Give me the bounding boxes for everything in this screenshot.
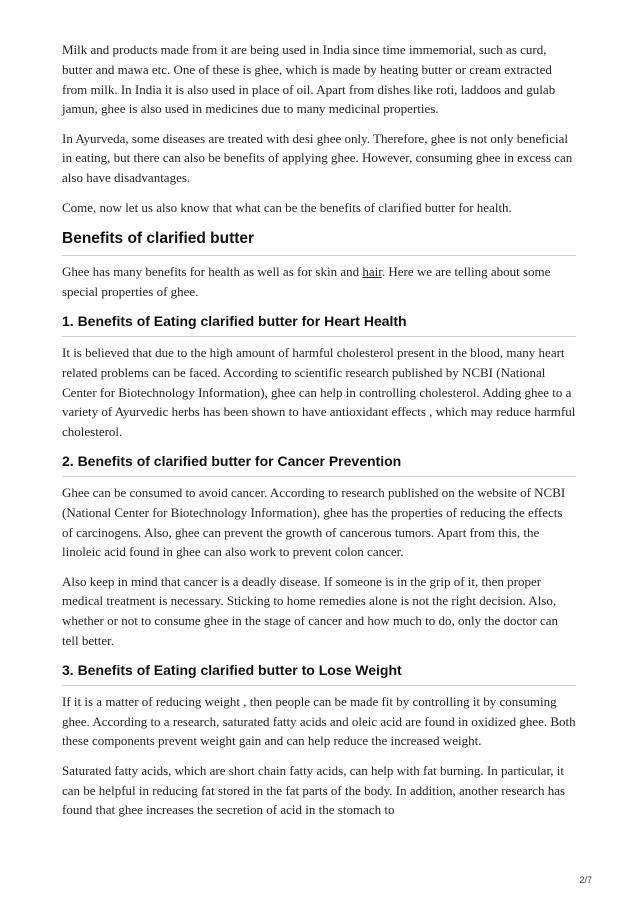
weight-heading: 3. Benefits of Eating clarified butter to Lose Weight bbox=[62, 661, 576, 686]
page-number: 2/7 bbox=[579, 875, 592, 885]
heart-heading: 1. Benefits of Eating clarified butter for Heart Health bbox=[62, 312, 576, 337]
cancer-paragraph-2: Also keep in mind that cancer is a deadly disease. If someone is in the grip of it, then proper medical treatment is necessary. Sticking to home remedies alone is not the right decision. Also, whether or not to consume ghee in the stage of cancer and how much to do, only the doctor can tell better. bbox=[62, 573, 559, 649]
hair-link[interactable]: hair bbox=[362, 264, 382, 280]
cancer-paragraph-1: Ghee can be consumed to avoid cancer. According to research published on the website of NCBI (National Center for Biotechnology Information), ghee has the properties of reducing the effects of carcinogens. Also, ghee can prevent the growth of cancerous tumors. Apart from this, the linoleic acid found in ghee can also work to prevent colon cancer. bbox=[62, 484, 566, 560]
benefits-heading: Benefits of clarified butter bbox=[62, 229, 576, 256]
intro-paragraph-2: In Ayurveda, some diseases are treated with desi ghee only. Therefore, ghee is not only beneficial in eating, but there can also be benefits of applying ghee. However, consuming ghee in excess can also have disadvantages. bbox=[62, 130, 573, 186]
cancer-heading: 2. Benefits of clarified butter for Cancer Prevention bbox=[62, 452, 576, 477]
intro-paragraph-3: Come, now let us also know that what can be the benefits of clarified butter for health. bbox=[62, 199, 512, 215]
benefits-paragraph bbox=[62, 262, 576, 302]
weight-paragraph-1: If it is a matter of reducing weight , then people can be made fit by controlling it by consuming ghee. According to a research, saturated fatty acids and oleic acid are found in oxidized ghee. Both these components prevent weight gain and can help reduce the increased weight. bbox=[62, 693, 576, 749]
weight-paragraph-2: Saturated fatty acids, which are short chain fatty acids, can help with fat burning. In particular, it can be helpful in reducing fat stored in the fat parts of the body. In addition, another research has found that ghee increases the secretion of acid in the stomach to bbox=[62, 762, 566, 818]
document-page bbox=[62, 40, 576, 830]
intro-paragraph-1: Milk and products made from it are being used in India since time immemorial, such as curd, butter and mawa etc. One of these is ghee, which is made by heating butter or cream extracted from milk. In India it is also used in place of oil. Apart from dishes like roti, laddoos and gulab jamun, ghee is also used in medicines due to many medicinal properties. bbox=[62, 42, 556, 117]
heart-paragraph-1: It is believed that due to the high amount of harmful cholesterol present in the blood, many heart related problems can be faced. According to scientific research published by NCBI (National Center for Biotechnology Information), ghee can help in controlling cholesterol. Adding ghee to a variety of Ayurvedic herbs has been shown to have antioxidant effects , which may reduce harmful cholesterol. bbox=[62, 344, 576, 440]
benefits-text-before-link: Ghee has many benefits for health as well as for skin and bbox=[62, 264, 363, 280]
benefits-text-after-link: . Here we are telling about some special properties of ghee. bbox=[62, 264, 551, 300]
